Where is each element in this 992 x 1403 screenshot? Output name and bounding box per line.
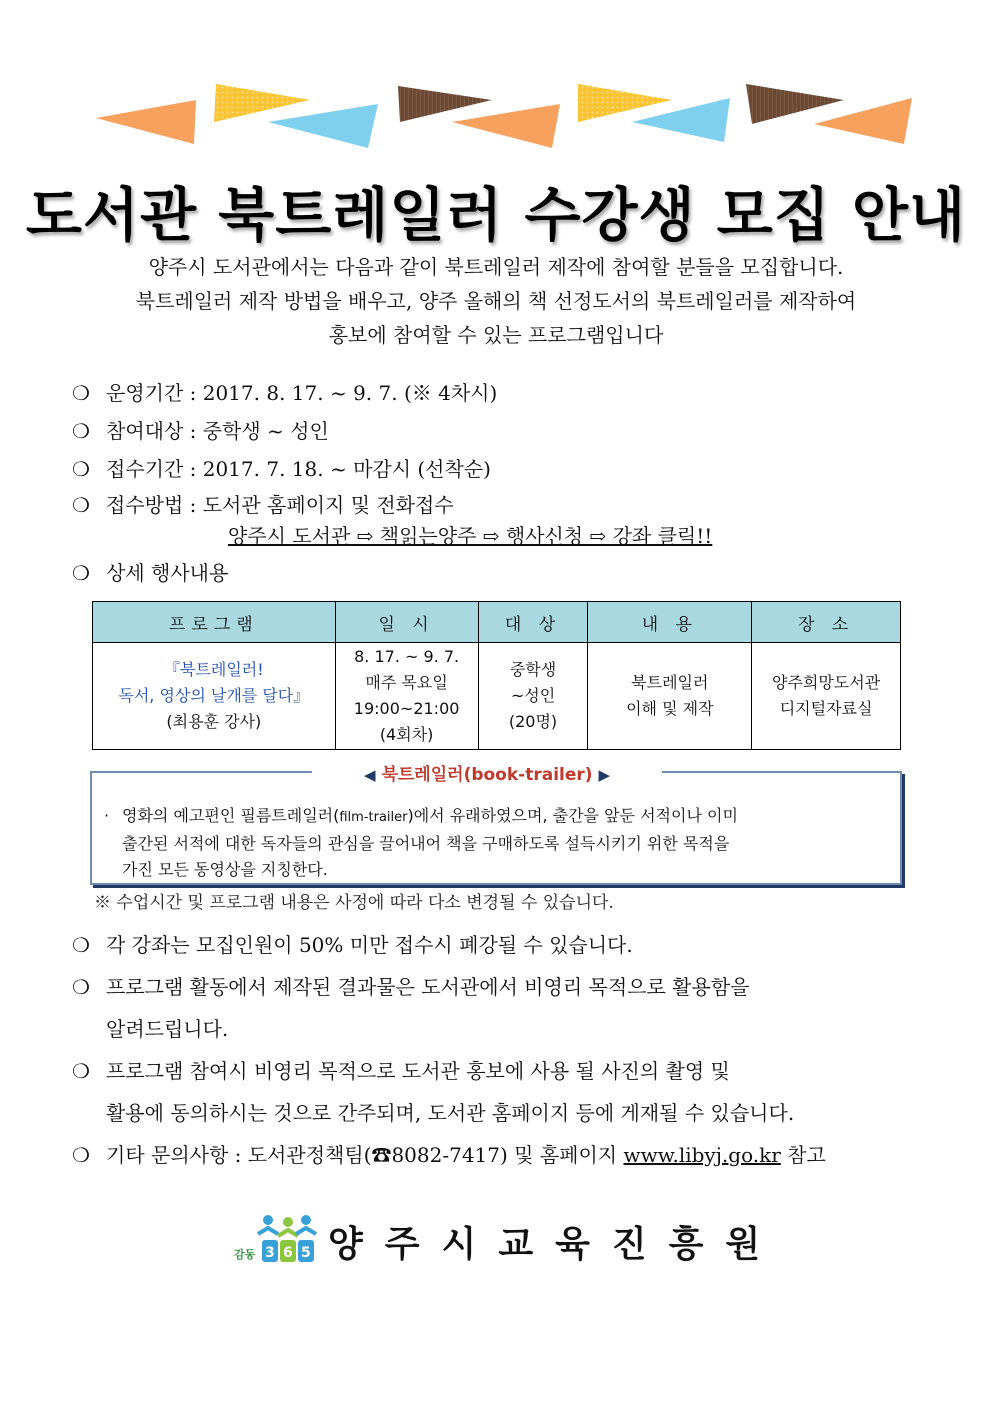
info-reception bbox=[72, 450, 932, 488]
info-reception-text: 접수기간 : 2017. 7. 18. ~ 마감시 (선착순) bbox=[106, 457, 491, 481]
info-details bbox=[72, 554, 932, 592]
cell-program bbox=[93, 643, 336, 750]
program-line-2: 독서, 영상의 날개를 달다』 bbox=[118, 686, 310, 705]
datetime-line-1: 8. 17. ~ 9. 7. bbox=[354, 647, 460, 666]
table-header-cell: 일 시 bbox=[335, 602, 478, 643]
info-details-text: 상세 행사내용 bbox=[106, 561, 229, 585]
datetime-line-2: 매주 목요일 bbox=[365, 673, 448, 692]
place-line-1: 양주희망도서관 bbox=[771, 673, 881, 692]
pennant-banner bbox=[0, 0, 992, 160]
booktrailer-box-title bbox=[312, 760, 662, 785]
pennant-blue-1 bbox=[268, 104, 378, 148]
arrow-left-icon: ◀ bbox=[363, 766, 376, 784]
schedule-note: ※ 수업시간 및 프로그램 내용은 사정에 따라 다소 변경될 수 있습니다. bbox=[94, 893, 614, 913]
notice-list bbox=[72, 924, 932, 1176]
bullet-icon: ❍ bbox=[72, 493, 90, 517]
intro-line-2: 북트레일러 제작 방법을 배우고, 양주 올해의 책 선정도서의 북트레일러를 제작하여 bbox=[135, 289, 857, 313]
info-method-text: 접수방법 : 도서관 홈페이지 및 전화접수 bbox=[106, 493, 454, 517]
datetime-line-4: (4회차) bbox=[379, 725, 434, 744]
notice-3-text: 프로그램 참여시 비영리 목적으로 도서관 홍보에 사용 될 사진의 촬영 및 bbox=[106, 1059, 730, 1083]
notice-2-text: 프로그램 활동에서 제작된 결과물은 도서관에서 비영리 목적으로 활용함을 bbox=[106, 975, 750, 999]
notice-3 bbox=[72, 1050, 932, 1092]
info-period-text: 운영기간 : 2017. 8. 17. ~ 9. 7. (※ 4차시) bbox=[106, 381, 498, 405]
target-line-2: ~성인 bbox=[510, 686, 556, 705]
target-line-1: 중학생 bbox=[509, 660, 557, 679]
pennant-brown-1 bbox=[398, 86, 492, 122]
program-table bbox=[92, 601, 901, 750]
table-header-cell: 장 소 bbox=[752, 602, 901, 643]
cell-datetime bbox=[335, 643, 478, 750]
notice-2 bbox=[72, 966, 932, 1008]
booktrailer-title-text: 북트레일러(book-trailer) bbox=[381, 765, 593, 785]
target-line-3: (20명) bbox=[508, 712, 558, 731]
svg-text:5: 5 bbox=[301, 1245, 311, 1261]
notice-3-cont: 활용에 동의하시는 것으로 간주되며, 도서관 홈페이지 등에 게재될 수 있습니다. bbox=[106, 1101, 795, 1125]
bullet-icon: ❍ bbox=[72, 975, 90, 999]
info-period bbox=[72, 374, 932, 412]
table-header-cell: 내 용 bbox=[588, 602, 752, 643]
svg-text:감동: 감동 bbox=[234, 1248, 256, 1261]
booktrailer-definition bbox=[104, 803, 884, 883]
pennant-orange-3 bbox=[814, 98, 912, 144]
intro-line-1: 양주시 도서관에서는 다음과 같이 북트레일러 제작에 참여할 분들을 모집합니다. bbox=[148, 255, 844, 279]
dot-icon: · bbox=[104, 806, 110, 825]
pennant-orange-1 bbox=[96, 100, 196, 144]
info-list bbox=[72, 374, 932, 592]
cell-content bbox=[588, 643, 752, 750]
datetime-line-3: 19:00~21:00 bbox=[353, 699, 460, 718]
program-line-3: (최용훈 강사) bbox=[166, 712, 262, 731]
table-header-cell: 대 상 bbox=[478, 602, 588, 643]
info-target bbox=[72, 412, 932, 450]
bullet-icon: ❍ bbox=[72, 561, 90, 585]
bullet-icon: ❍ bbox=[72, 933, 90, 957]
svg-text:6: 6 bbox=[283, 1245, 293, 1261]
bullet-icon: ❍ bbox=[72, 1059, 90, 1083]
page-title: 도서관 북트레일러 수강생 모집 안내 bbox=[25, 181, 967, 249]
info-method bbox=[72, 488, 932, 522]
pennant-yellow-1 bbox=[214, 84, 310, 122]
organization-name: 양주시교육진흥원 bbox=[328, 1224, 783, 1265]
intro-line-3 bbox=[0, 318, 992, 352]
table-header-cell: 프로그램 bbox=[93, 602, 336, 643]
info-target-text: 참여대상 : 중학생 ~ 성인 bbox=[106, 419, 329, 443]
content-line-1: 북트레일러 bbox=[631, 673, 709, 692]
svg-text:3: 3 bbox=[265, 1245, 275, 1261]
notice-4-text: 기타 문의사항 : 도서관정책팀(☎8082-7417) 및 홈페이지 bbox=[106, 1143, 624, 1167]
content-line-2: 이해 및 제작 bbox=[626, 699, 714, 718]
definition-text-1: 영화의 예고편인 필름트레일러( bbox=[122, 806, 340, 825]
notice-4 bbox=[72, 1134, 932, 1176]
bullet-icon: ❍ bbox=[72, 419, 90, 443]
arrow-right-icon: ▶ bbox=[598, 766, 611, 784]
program-line-1: 『북트레일러! bbox=[163, 660, 264, 679]
homepage-link[interactable]: www.libyj.go.kr bbox=[623, 1143, 781, 1167]
intro-line-3-text: 홍보에 참여할 수 있는 bbox=[328, 323, 529, 347]
table-row bbox=[93, 643, 901, 750]
notice-2-cont: 알려드립니다. bbox=[106, 1017, 229, 1041]
pennant-brown-2 bbox=[746, 84, 844, 124]
cell-target bbox=[478, 643, 588, 750]
gamdong365-logo bbox=[232, 1212, 324, 1268]
definition-text-small: film-trailer bbox=[339, 810, 408, 825]
intro-text bbox=[0, 250, 992, 352]
pennant-orange-2 bbox=[452, 104, 560, 148]
cell-place bbox=[752, 643, 901, 750]
notice-4-suffix: 참고 bbox=[780, 1143, 826, 1167]
notice-1-text: 각 강좌는 모집인원이 50% 미만 접수시 폐강될 수 있습니다. bbox=[106, 933, 633, 957]
definition-line-3: 가진 모든 동영상을 지칭한다. bbox=[122, 860, 328, 879]
intro-line-3-underlined: 프로그램입니다 bbox=[528, 323, 664, 347]
table-header-row bbox=[93, 602, 901, 643]
bullet-icon: ❍ bbox=[72, 1143, 90, 1167]
notice-1 bbox=[72, 924, 932, 966]
bullet-icon: ❍ bbox=[72, 457, 90, 481]
footer bbox=[232, 1212, 792, 1272]
bullet-icon: ❍ bbox=[72, 381, 90, 405]
place-line-2: 디지털자료실 bbox=[779, 699, 873, 718]
info-method-path: 양주시 도서관 ⇨ 책읽는양주 ⇨ 행사신청 ⇨ 강좌 클릭!! bbox=[228, 524, 713, 548]
definition-line-2: 출간된 서적에 대한 독자들의 관심을 끌어내어 책을 구매하도록 설득시키기 위한 목적을 bbox=[122, 834, 730, 853]
definition-text-2: )에서 유래하였으며, 출간을 앞둔 서적이나 이미 bbox=[407, 806, 738, 825]
